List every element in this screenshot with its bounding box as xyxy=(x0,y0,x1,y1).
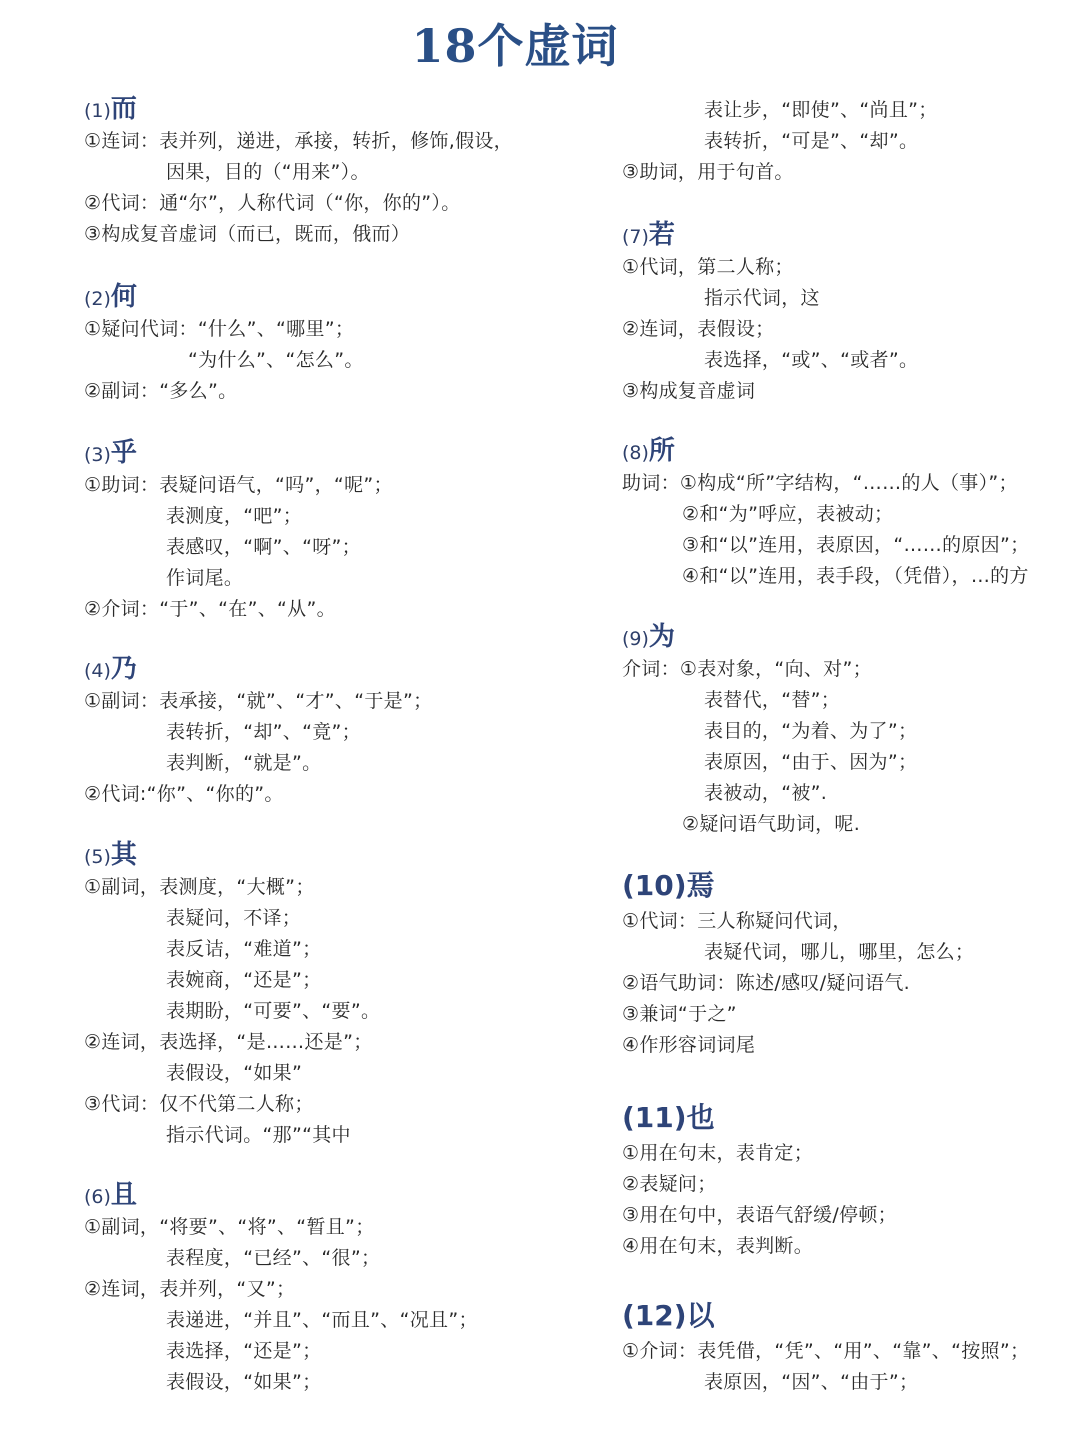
definition-line: ①代词：三人称疑问代词， xyxy=(622,910,852,932)
definition-line: 表转折，“可是”、“却”。 xyxy=(704,130,919,152)
entry-section xyxy=(622,1098,1080,1262)
definition-line: 表转折，“却”、“竟”； xyxy=(166,721,361,743)
entry-word: 而 xyxy=(110,94,137,124)
definition-line: 表选择，“或”、“或者”。 xyxy=(704,349,919,371)
definition-line: 介词：①表对象，“向、对”； xyxy=(622,658,872,680)
definition-line: 表程度，“已经”、“很”； xyxy=(166,1247,381,1269)
entry-word: 以 xyxy=(686,1299,715,1332)
entry-section xyxy=(622,218,1080,407)
entry-word: 若 xyxy=(648,220,675,250)
entry-word: 乃 xyxy=(110,654,137,684)
entry-word: 为 xyxy=(648,622,675,652)
definition-line: 助词：①构成“所”字结构，“……的人（事）”； xyxy=(622,472,1018,494)
definition-line: ③和“以”连用，表原因，“……的原因”； xyxy=(682,534,1030,556)
entry-number: (1) xyxy=(84,100,111,122)
definition-line: 表假设，“如果” xyxy=(166,1062,303,1084)
entry-number: (10) xyxy=(622,869,687,902)
definition-line: ④和“以”连用，表手段，（凭借），…的方 xyxy=(682,565,1029,587)
definition-line: ②代词：通“尔”，人称代词（“你，你的”）。 xyxy=(84,192,461,214)
definition-line: ③助词，用于句首。 xyxy=(622,161,794,183)
definition-line: ②疑问语气助词，呢. xyxy=(682,813,861,835)
entry-section xyxy=(622,866,1080,1061)
definition-line: ①副词，表测度，“大概”； xyxy=(84,876,315,898)
entry-section xyxy=(84,92,604,250)
entry-heading xyxy=(622,434,1080,468)
definition-line: ②代词:“你”、“你的”。 xyxy=(84,783,284,805)
definition-line: 表反诘，“难道”； xyxy=(166,938,322,960)
definition-line: 指示代词，这 xyxy=(704,287,820,309)
definition-line: ③代词：仅不代第二人称； xyxy=(84,1093,314,1115)
definition-line: ①助词：表疑问语气，“吗”，“呢”； xyxy=(84,474,393,496)
definition-line: 表婉商，“还是”； xyxy=(166,969,322,991)
entry-heading xyxy=(84,280,604,314)
definition-line: ①疑问代词：“什么”、“哪里”； xyxy=(84,318,355,340)
entry-section xyxy=(622,434,1080,592)
definition-line: ②和“为”呼应，表被动； xyxy=(682,503,894,525)
entry-heading xyxy=(84,1178,604,1212)
definition-line: ②介词：“于”、“在”、“从”。 xyxy=(84,598,336,620)
entry-number: (8) xyxy=(622,442,649,464)
entry-section xyxy=(622,95,1080,188)
entry-number: (2) xyxy=(84,288,111,310)
entry-section xyxy=(84,436,604,625)
entry-number: (5) xyxy=(84,846,111,868)
definition-line: 表被动，“被”. xyxy=(704,782,828,804)
entry-word: 也 xyxy=(686,1101,715,1134)
entry-number: (12) xyxy=(622,1299,687,1332)
entry-heading xyxy=(84,652,604,686)
definition-line: ③构成复音虚词 xyxy=(622,380,756,402)
entry-number: (3) xyxy=(84,444,111,466)
definition-line: ④作形容词词尾 xyxy=(622,1034,756,1056)
definition-line: ①代词，第二人称； xyxy=(622,256,794,278)
entry-section xyxy=(84,1178,604,1398)
definition-line: ②连词，表并列，“又”； xyxy=(84,1278,296,1300)
definition-line: ②表疑问； xyxy=(622,1173,717,1195)
definition-line: ①副词，“将要”、“将”、“暂且”； xyxy=(84,1216,375,1238)
definition-line: ①介词：表凭借，“凭”、“用”、“靠”、“按照”； xyxy=(622,1340,1030,1362)
entry-heading xyxy=(622,1296,1080,1336)
page-title: 18个虚词 xyxy=(411,19,619,73)
entry-word: 焉 xyxy=(686,869,715,902)
definition-line: 因果，目的（“用来”）。 xyxy=(166,161,370,183)
entry-section xyxy=(84,652,604,810)
definition-line: 表让步，“即使”、“尚且”； xyxy=(704,99,938,121)
definition-line: 表疑问，不译； xyxy=(166,907,302,929)
entry-section xyxy=(84,280,604,407)
entry-section xyxy=(622,620,1080,840)
definition-line: “为什么”、“怎么”。 xyxy=(188,349,364,371)
definition-line: ②连词，表选择，“是……还是”； xyxy=(84,1031,373,1053)
entry-number: (7) xyxy=(622,226,649,248)
definition-line: 表选择，“还是”； xyxy=(166,1340,322,1362)
entry-heading xyxy=(84,436,604,470)
entry-number: (9) xyxy=(622,628,649,650)
entry-word: 乎 xyxy=(110,438,137,468)
definition-line: ③用在句中，表语气舒缓/停顿； xyxy=(622,1204,897,1226)
definition-line: ①副词：表承接，“就”、“才”、“于是”； xyxy=(84,690,433,712)
entry-word: 其 xyxy=(110,840,137,870)
definition-line: 表感叹，“啊”、“呀”； xyxy=(166,536,361,558)
definition-line: 表测度，“吧”； xyxy=(166,505,303,527)
entry-section xyxy=(622,1296,1080,1398)
entry-number: (11) xyxy=(622,1101,687,1134)
definition-line: 表原因，“因”、“由于”； xyxy=(704,1371,919,1393)
definition-line: 表判断，“就是”。 xyxy=(166,752,322,774)
definition-line: 表替代，“替”； xyxy=(704,689,841,711)
entry-word: 且 xyxy=(110,1180,137,1210)
definition-line: ③构成复音虚词（而已，既而，俄而） xyxy=(84,223,411,245)
definition-line: ④用在句末，表判断。 xyxy=(622,1235,814,1257)
definition-line: 表假设，“如果”； xyxy=(166,1371,322,1393)
definition-line: ①连词：表并列，递进，承接，转折，修饰,假设， xyxy=(84,130,513,152)
entry-heading xyxy=(622,866,1080,906)
definition-line: ①用在句末，表肯定； xyxy=(622,1142,814,1164)
definition-line: 指示代词。“那”“其中 xyxy=(166,1124,351,1146)
entry-word: 何 xyxy=(110,282,137,312)
entry-word: 所 xyxy=(648,436,675,466)
definition-line: 表疑代词，哪儿，哪里，怎么； xyxy=(704,941,975,963)
entry-heading xyxy=(622,1098,1080,1138)
definition-line: ②副词：“多么”。 xyxy=(84,380,238,402)
entry-number: (6) xyxy=(84,1186,111,1208)
definition-line: 表目的，“为着、为了”； xyxy=(704,720,918,742)
definition-line: ②语气助词：陈述/感叹/疑问语气. xyxy=(622,972,910,994)
entry-section xyxy=(84,838,604,1151)
definition-line: 作词尾。 xyxy=(166,567,244,589)
definition-line: ③兼词“于之” xyxy=(622,1003,737,1025)
entry-heading xyxy=(84,838,604,872)
entry-heading xyxy=(622,620,1080,654)
definition-line: 表递进，“并且”、“而且”、“况且”； xyxy=(166,1309,478,1331)
entry-heading xyxy=(84,92,604,126)
definition-line: 表原因，“由于、因为”； xyxy=(704,751,918,773)
entry-heading xyxy=(622,218,1080,252)
definition-line: 表期盼，“可要”、“要”。 xyxy=(166,1000,381,1022)
entry-number: (4) xyxy=(84,660,111,682)
definition-line: ②连词，表假设； xyxy=(622,318,775,340)
